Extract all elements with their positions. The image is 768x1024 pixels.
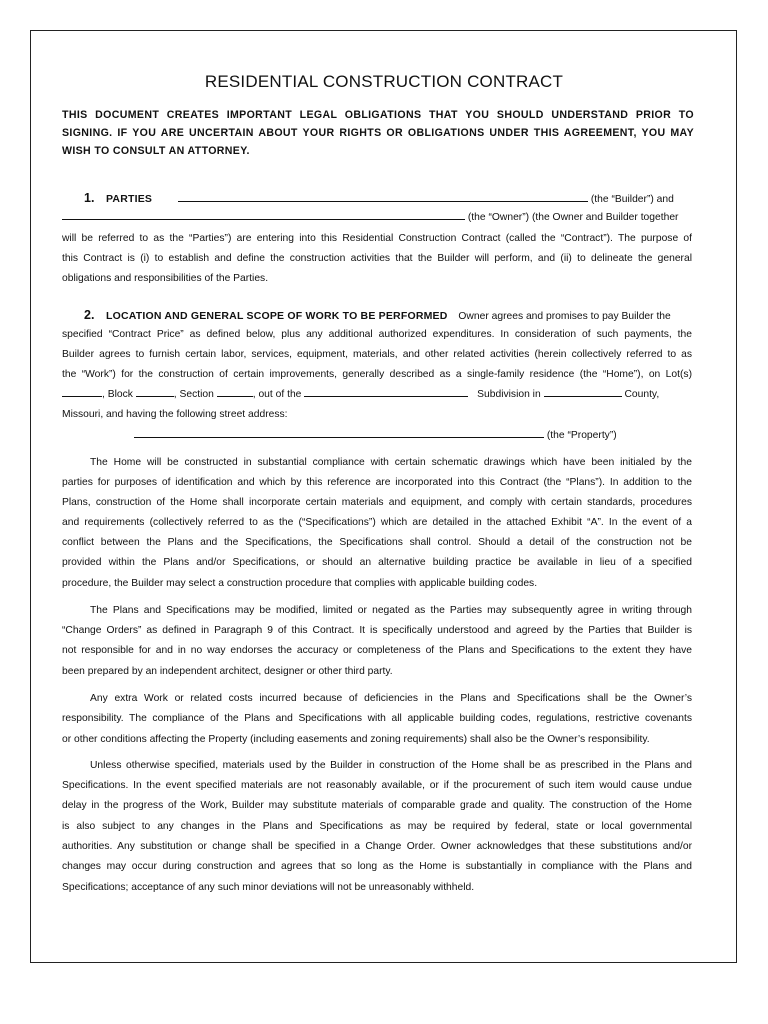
paragraph-1-line-5: conflict between the Plans and the Specifications, the Specifications shall control. Should a detail of the construction not be [62, 537, 692, 548]
section-2-line-3: Builder agrees to furnish certain labor, services, equipment, materials, and other related activities (herein collectively referred to as [62, 349, 692, 360]
street-address-field[interactable] [134, 426, 544, 438]
section-2-number: 2. [84, 308, 95, 322]
paragraph-1-line-3: Plans, construction of the Home shall incorporate certain materials and equipment, and comply with certain standards, procedures [62, 497, 692, 508]
subdivision-field[interactable] [304, 385, 468, 397]
paragraph-2-line-3: not responsible for and in no way endorses the accuracy or completeness of the Plans and Specifications to the extent they have [62, 645, 692, 656]
paragraph-2-line-1: The Plans and Specifications may be modified, limited or negated as the Parties may subsequently agree in writing through [90, 605, 692, 616]
section-1-line-3: will be referred to as the “Parties”) are entering into this Residential Construction Contract (called the “Contract”). The purpose of [62, 233, 692, 244]
lot-field[interactable] [62, 385, 102, 397]
paragraph-4-line-5: authorities. Any substitution or change shall be specified in a Change Order. Owner acknowledges that these substitutions and/or [62, 841, 692, 852]
paragraph-4-line-1: Unless otherwise specified, materials used by the Builder in construction of the Home shall be as prescribed in the Plans and [90, 760, 692, 771]
builder-name-field[interactable] [178, 190, 588, 202]
section-label: , Section [173, 389, 214, 400]
section-1-heading: PARTIES [106, 193, 153, 205]
block-field[interactable] [136, 385, 174, 397]
paragraph-1-line-6: provided within the Plans and/or Specifications, or should an alternative building practice be available in lieu of a specified [62, 557, 692, 568]
section-2-intro: Owner agrees and promises to pay Builder the [458, 311, 671, 322]
property-label: (the “Property”) [546, 430, 617, 441]
paragraph-3-line-3: or other conditions affecting the Property (including easements and zoning requirements) shall also be the Owner’s responsibility. [62, 734, 650, 745]
paragraph-3-line-1: Any extra Work or related costs incurred because of deficiencies in the Plans and Specifications shall be the Owner’s [90, 693, 692, 704]
paragraph-1-line-1: The Home will be constructed in substantial compliance with certain schematic drawings which have been initialed by the [90, 457, 692, 468]
section-1-line-5: obligations and responsibilities of the Parties. [62, 273, 269, 284]
paragraph-1-line-2: parties for purposes of identification and which by this reference are incorporated into this Contract (the “Plans”). In addition to the [62, 477, 692, 488]
out-of-label: , out of the [252, 389, 302, 400]
paragraph-4-line-7: Specifications; acceptance of any such minor deviations will not be unreasonably withheld. [62, 882, 475, 893]
paragraph-2-line-2: “Change Orders” as defined in Paragraph 9 of this Contract. It is specifically understood and agreed by the Parties that Builder is [62, 625, 692, 636]
section-1-line-1 [62, 188, 692, 210]
document-title: RESIDENTIAL CONSTRUCTION CONTRACT [204, 72, 564, 91]
paragraph-2-line-4: been prepared by an independent architect, designer or other third party. [62, 666, 393, 677]
section-field[interactable] [217, 385, 253, 397]
subdivision-label: Subdivision in [477, 389, 541, 400]
section-2-line-6: Missouri, and having the following street address: [62, 409, 288, 420]
paragraph-3-line-2: responsibility. The compliance of the Plans and Specifications with all applicable building codes, regulations, restrictive covenants [62, 713, 692, 724]
section-2-heading: LOCATION AND GENERAL SCOPE OF WORK TO BE PERFORMED [106, 310, 448, 322]
section-2-line-5 [62, 385, 692, 405]
section-1-line-2 [62, 208, 692, 228]
paragraph-4-line-3: delay in the progress of the Work, Builder may substitute materials of comparable grade and quality. The construction of the Home [62, 800, 692, 811]
owner-label: (the “Owner”) (the Owner and Builder together [467, 212, 679, 223]
legal-warning: THIS DOCUMENT CREATES IMPORTANT LEGAL OBLIGATIONS THAT YOU SHOULD UNDERSTAND PRIOR TO SIGNING. IF YOU ARE UNCERTAIN ABOUT YOUR RIGHTS OR OBLIGATIONS UNDER THIS AGREEMENT, YOU MAY WISH TO CONSULT AN ATTORNEY. [62, 109, 694, 157]
county-label: County, [624, 389, 660, 400]
section-1-line-4: this Contract is (i) to establish and define the construction activities that the Builder will perform, and (ii) to delineate the general [62, 253, 692, 264]
owner-name-field[interactable] [62, 208, 465, 220]
paragraph-4-line-4: is also subject to any changes in the Plans and Specifications as may be required by federal, state or local governmental [62, 821, 692, 832]
section-2-line-7 [62, 426, 692, 446]
section-2-line-4: the “Work”) for the construction of certain improvements, generally described as a single-family residence (the “Home”), on Lot(s) [62, 369, 692, 380]
county-field[interactable] [544, 385, 622, 397]
builder-label: (the “Builder”) and [590, 194, 674, 205]
paragraph-1-line-7: procedure, the Builder may select a construction procedure that complies with applicable building codes. [62, 578, 538, 589]
section-1-number: 1. [84, 191, 95, 205]
block-label: , Block [102, 389, 133, 400]
section-2-line-2: specified “Contract Price” as defined below, plus any additional authorized expenditures. In consideration of such payments, the [62, 329, 692, 340]
paragraph-1-line-4: and requirements (collectively referred to as the (“Specifications”) which are detailed in the attached Exhibit “A”. In the event of a [62, 517, 692, 528]
section-2-line-1 [62, 305, 692, 327]
paragraph-4-line-6: changes may occur during construction and agrees that so long as the Home is substantially in compliance with the Plans and [62, 861, 692, 872]
paragraph-4-line-2: Specifications. In the event specified materials are not reasonably available, or if the procurement of such item would cause undue [62, 780, 692, 791]
